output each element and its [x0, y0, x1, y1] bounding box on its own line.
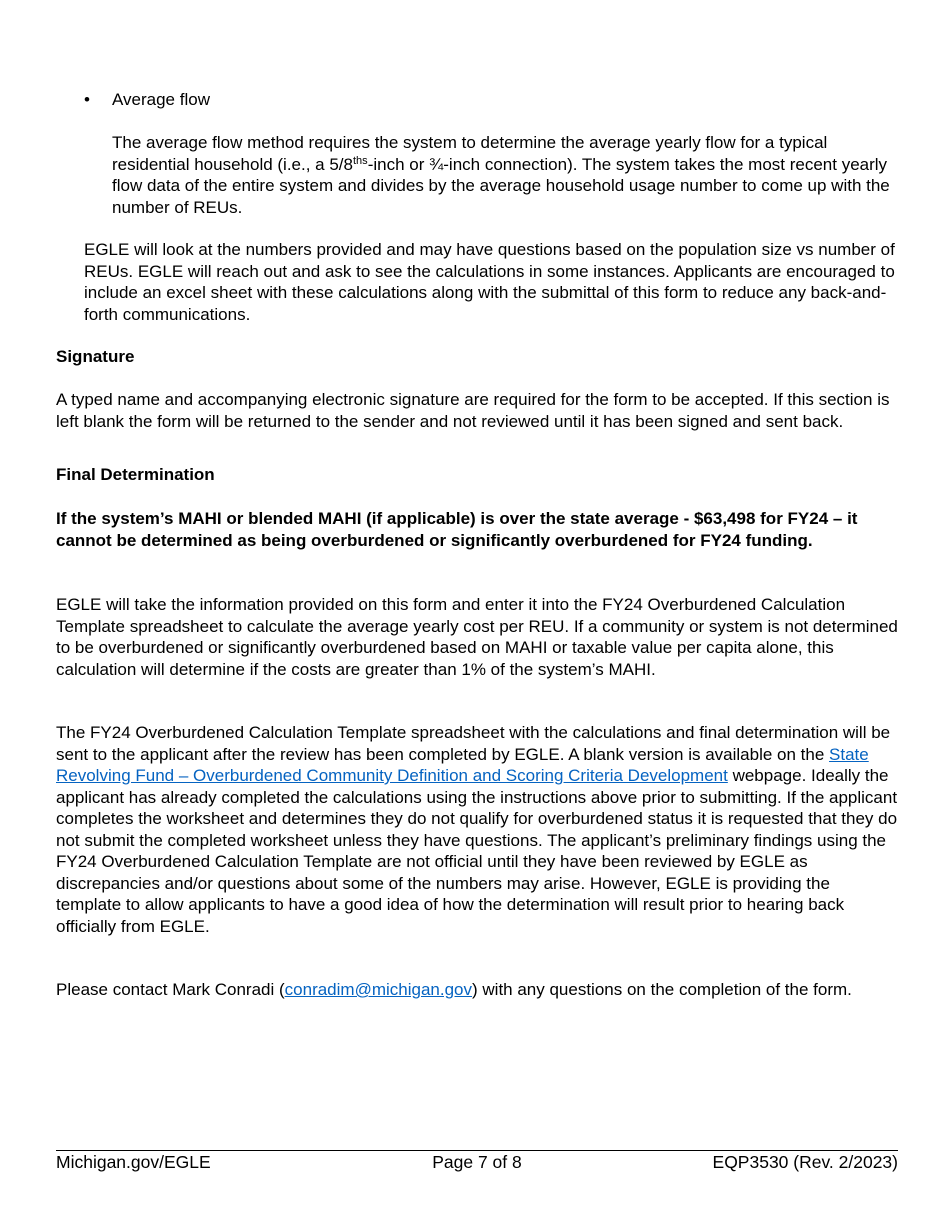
average-flow-paragraph — [112, 132, 902, 218]
bullet-title: Average flow — [112, 90, 210, 109]
document-page — [56, 0, 898, 1230]
footer-form-number: EQP3530 (Rev. 2/2023) — [712, 1152, 898, 1172]
superscript-ths: ths — [353, 154, 368, 167]
contact-email-link[interactable]: conradim@michigan.gov — [284, 980, 472, 999]
final-determination-heading: Final Determination — [56, 465, 215, 484]
signature-paragraph: A typed name and accompanying electronic signature are required for the form to be accepted. If this section is left blank the form will be returned to the sender and not reviewed until it has been signed and sent back. — [56, 390, 890, 431]
page-footer — [56, 1152, 898, 1174]
template-review-paragraph — [56, 722, 898, 937]
egle-review-paragraph: EGLE will look at the numbers provided and may have questions based on the population size vs number of REUs. EGLE will reach out and ask to see the calculations in some instances. Applicants are encouraged to include an excel sheet with these calculations along with the submittal of this form to reduce any back-and-forth communications. — [84, 240, 895, 324]
template-review-text-before: The FY24 Overburdened Calculation Template spreadsheet with the calculations and final determination will be sent to the applicant after the review has been completed by EGLE. A blank version is available on the — [56, 723, 891, 764]
bullet-dot: • — [84, 90, 90, 109]
footer-divider — [56, 1150, 898, 1151]
contact-text-before: Please contact Mark Conradi ( — [56, 980, 285, 999]
contact-paragraph — [56, 979, 898, 1001]
calculation-template-paragraph: EGLE will take the information provided on this form and enter it into the FY24 Overburdened Calculation Template spreadsheet to calculate the average yearly cost per REU. If a community or system is not determined to be overburdened or significantly overburdened based on MAHI or taxable value per capita alone, this calculation will determine if the costs are greater than 1% of the system’s MAHI. — [56, 595, 898, 679]
contact-text-after: ) with any questions on the completion of the form. — [472, 980, 852, 999]
mahi-threshold-statement: If the system’s MAHI or blended MAHI (if applicable) is over the state average - $63,498 for FY24 – it cannot be determined as being overburdened or significantly overburdened for FY24 funding. — [56, 509, 858, 550]
footer-page-number: Page 7 of 8 — [432, 1152, 522, 1172]
average-flow-text-part2: -inch or ¾-inch connection). The system takes the most recent yearly flow data of the entire system and divides by the average household usage number to come up with the number of REUs. — [112, 154, 890, 217]
signature-heading: Signature — [56, 347, 135, 366]
footer-website: Michigan.gov/EGLE — [56, 1152, 211, 1172]
average-flow-text-part1: The average flow method requires the system to determine the average yearly flow for a typical residential household (i.e., a 5/8 — [112, 133, 828, 174]
srf-overburdened-link[interactable]: State Revolving Fund – Overburdened Community Definition and Scoring Criteria Development — [56, 744, 869, 785]
template-review-text-after: webpage. Ideally the applicant has already completed the calculations using the instructions above prior to submitting. If the applicant completes the worksheet and determines they do not qualify for overburdened status it is requested that they do not submit the completed worksheet unless they have questions. The applicant’s preliminary findings using the FY24 Overburdened Calculation Template are not official until they have been reviewed by EGLE as discrepancies and/or questions about some of the numbers may arise. However, EGLE is providing the template to allow applicants to have a good idea of how the determination will result prior to hearing back officially from EGLE. — [56, 766, 898, 936]
